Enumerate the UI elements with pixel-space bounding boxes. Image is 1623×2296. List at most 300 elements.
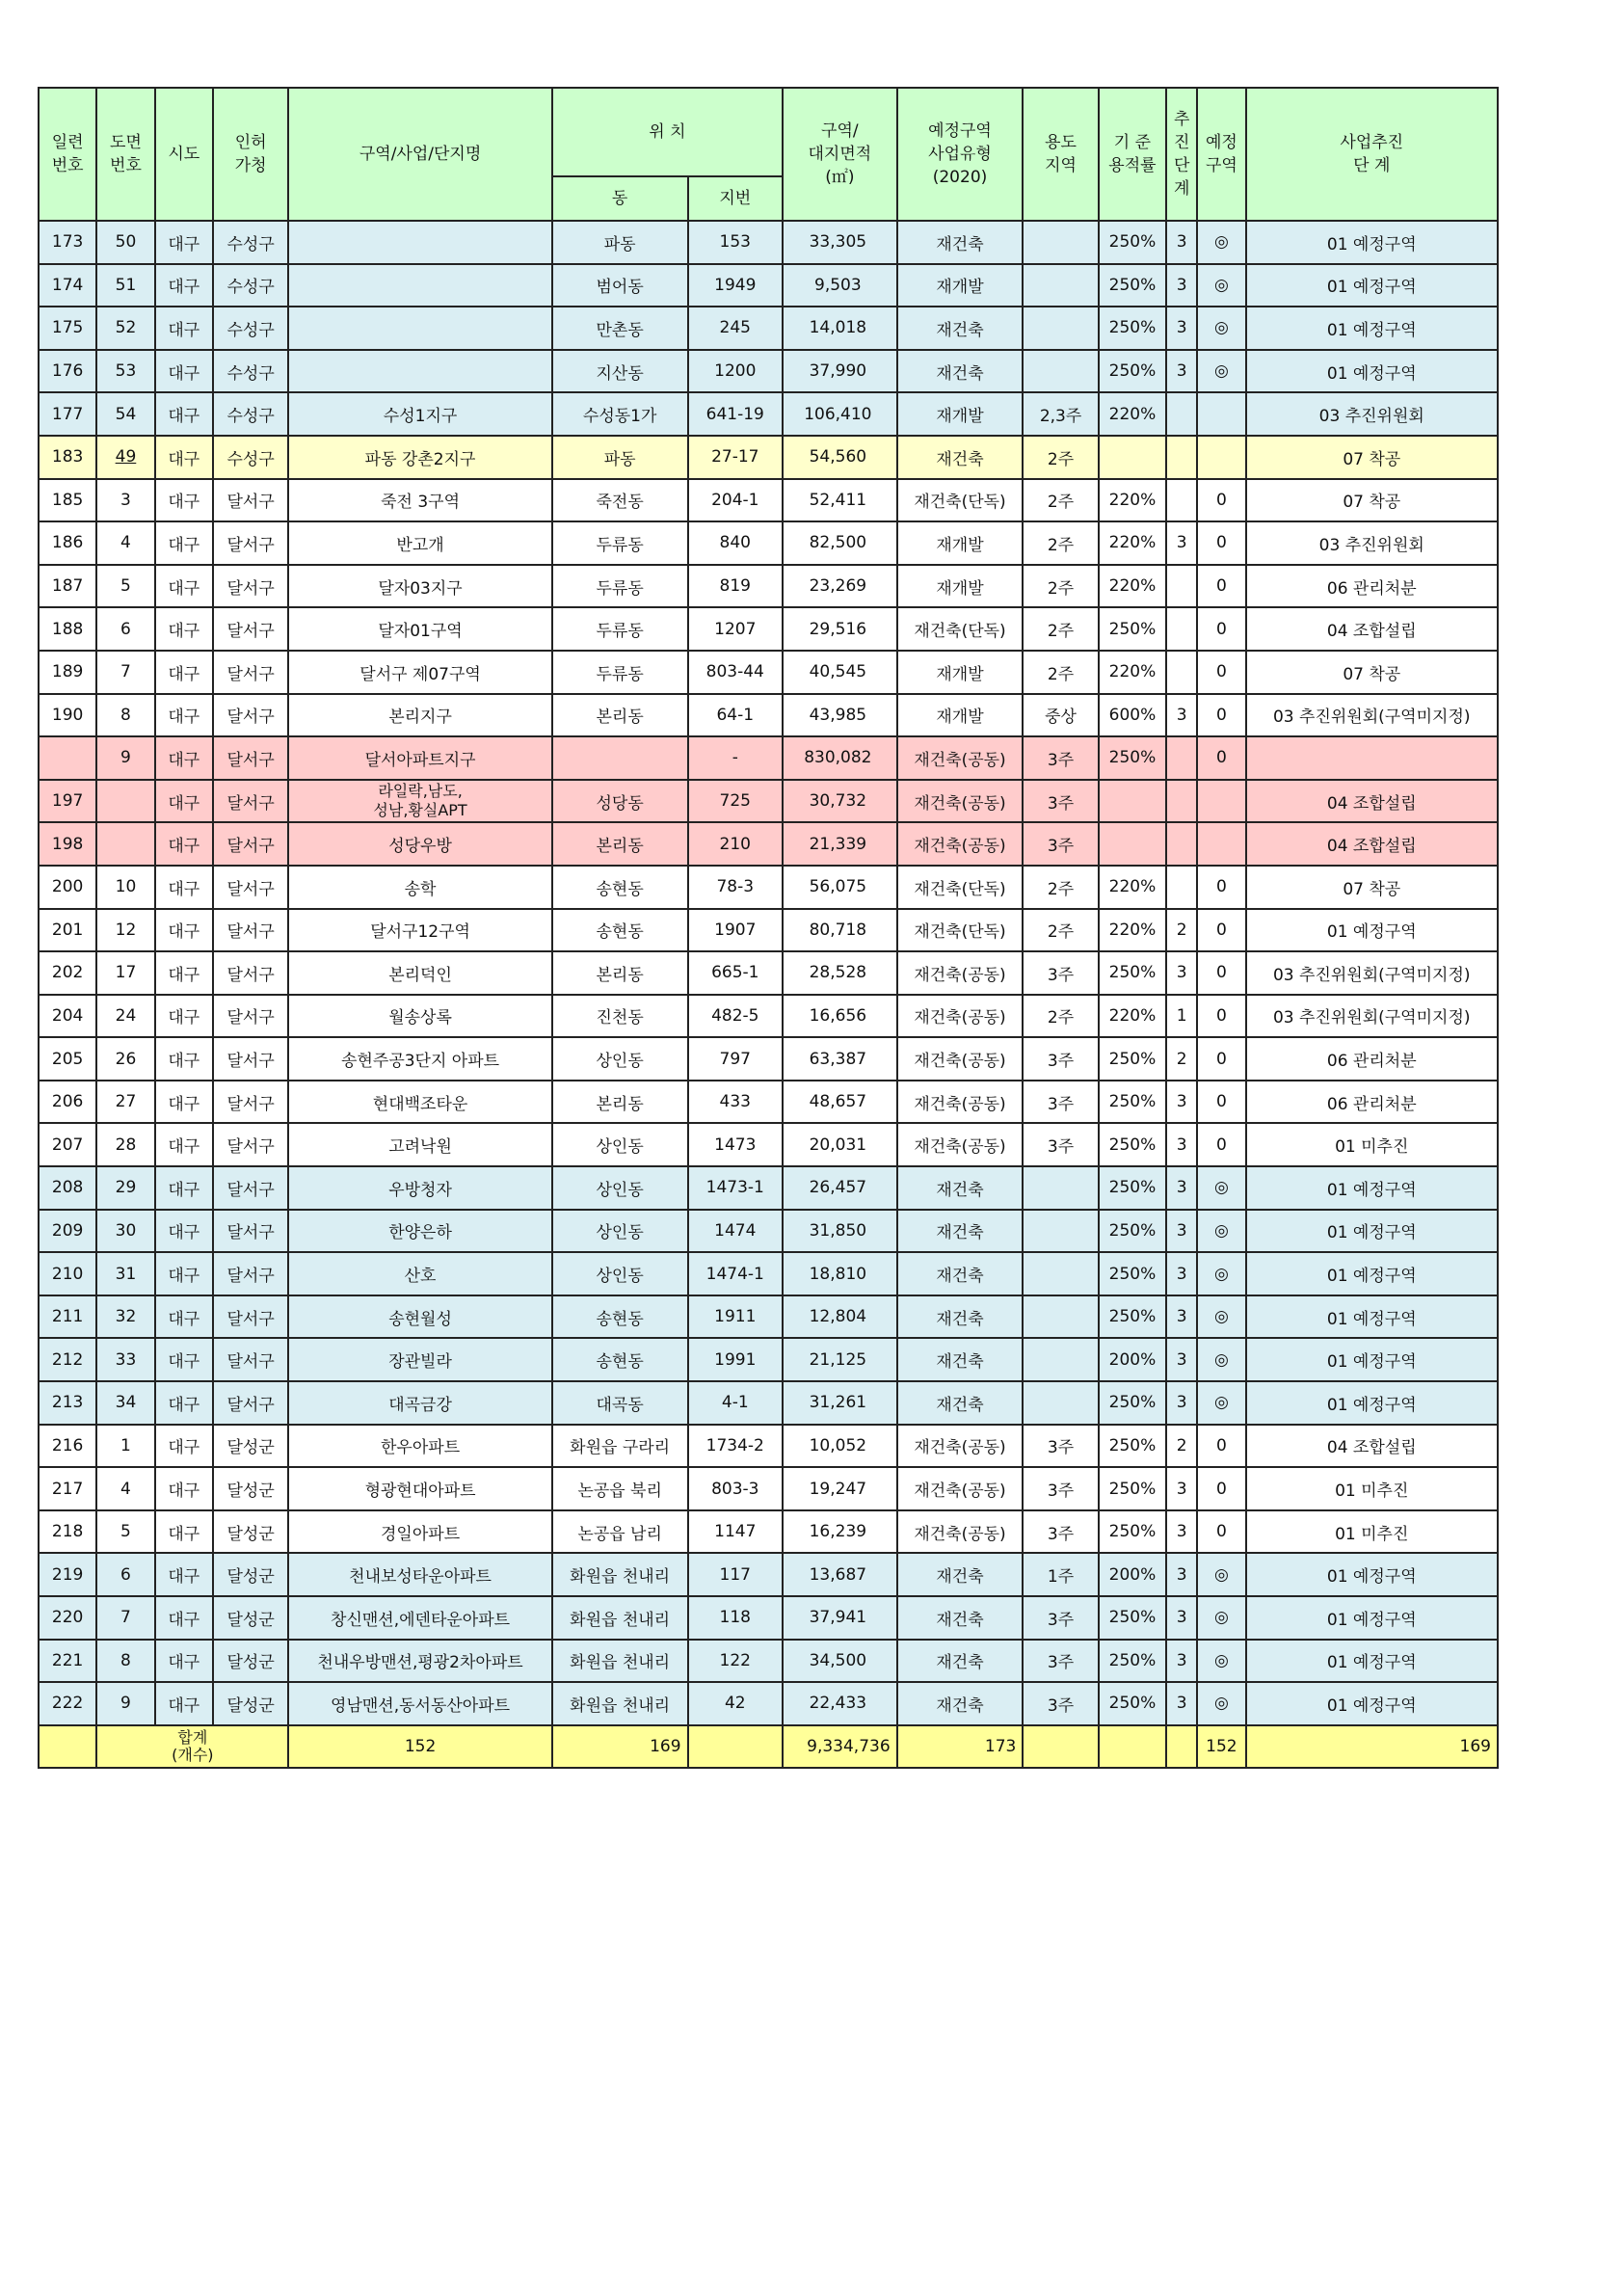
cell-area: 20,031 <box>783 1123 897 1166</box>
cell-planned: 0 <box>1197 1081 1245 1124</box>
cell-type: 재건축(공동) <box>897 951 1024 995</box>
col-zone: 용도 지역 <box>1023 88 1098 221</box>
cell-dong: 본리동 <box>552 1081 688 1124</box>
cell-area: 48,657 <box>783 1081 897 1124</box>
cell-planned: 0 <box>1197 1510 1245 1554</box>
table-row <box>39 736 1498 780</box>
cell-stage <box>1166 822 1197 866</box>
cell-progress: 01 예정구역 <box>1246 307 1498 350</box>
cell-serial: 197 <box>39 780 96 823</box>
cell-progress: 06 관리처분 <box>1246 565 1498 608</box>
cell-stage: 3 <box>1166 264 1197 307</box>
cell-stage: 3 <box>1166 521 1197 565</box>
cell-dong: 상인동 <box>552 1166 688 1210</box>
cell-progress: 01 예정구역 <box>1246 264 1498 307</box>
cell-far: 250% <box>1099 1682 1166 1725</box>
cell-sido: 대구 <box>155 1596 213 1640</box>
table-row <box>39 1596 1498 1640</box>
cell-map-no: 6 <box>96 607 154 651</box>
cell-progress: 06 관리처분 <box>1246 1081 1498 1124</box>
cell-sido: 대구 <box>155 909 213 952</box>
cell-type: 재건축 <box>897 1381 1024 1425</box>
cell-permit: 달서구 <box>213 1295 288 1339</box>
cell-permit: 수성구 <box>213 307 288 350</box>
cell-planned: 0 <box>1197 651 1245 694</box>
cell-sido: 대구 <box>155 1210 213 1253</box>
cell-map-no: 33 <box>96 1338 154 1381</box>
col-serial: 일련 번호 <box>39 88 96 221</box>
cell-stage: 3 <box>1166 1081 1197 1124</box>
total-planned-count: 152 <box>1197 1725 1245 1768</box>
cell-name <box>288 264 551 307</box>
cell-lot: 245 <box>688 307 784 350</box>
cell-planned: ◎ <box>1197 1682 1245 1725</box>
cell-sido: 대구 <box>155 1081 213 1124</box>
cell-map-no: 10 <box>96 866 154 909</box>
cell-far: 250% <box>1099 1381 1166 1425</box>
cell-area: 16,239 <box>783 1510 897 1554</box>
total-blank-4 <box>1099 1725 1166 1768</box>
cell-map-no: 54 <box>96 392 154 436</box>
cell-sido: 대구 <box>155 436 213 479</box>
cell-planned: ◎ <box>1197 221 1245 264</box>
cell-permit: 달서구 <box>213 1252 288 1295</box>
cell-zone <box>1023 1295 1098 1339</box>
cell-area: 43,985 <box>783 694 897 737</box>
cell-name: 파동 강촌2지구 <box>288 436 551 479</box>
cell-serial: 174 <box>39 264 96 307</box>
table-row <box>39 1338 1498 1381</box>
cell-dong: 논공읍 남리 <box>552 1510 688 1554</box>
table-row <box>39 1123 1498 1166</box>
table-row <box>39 1467 1498 1510</box>
cell-map-no: 50 <box>96 221 154 264</box>
cell-map-no: 29 <box>96 1166 154 1210</box>
cell-sido: 대구 <box>155 565 213 608</box>
cell-stage <box>1166 780 1197 823</box>
cell-sido: 대구 <box>155 822 213 866</box>
cell-name: 달서구 제07구역 <box>288 651 551 694</box>
cell-lot: 725 <box>688 780 784 823</box>
cell-sido: 대구 <box>155 995 213 1038</box>
total-progress-count: 169 <box>1246 1725 1498 1768</box>
cell-serial: 221 <box>39 1640 96 1683</box>
cell-planned: 0 <box>1197 521 1245 565</box>
cell-zone: 3주 <box>1023 1640 1098 1683</box>
cell-stage <box>1166 436 1197 479</box>
cell-type: 재건축 <box>897 1338 1024 1381</box>
col-type: 예정구역 사업유형 (2020) <box>897 88 1024 221</box>
cell-area: 21,125 <box>783 1338 897 1381</box>
cell-serial: 189 <box>39 651 96 694</box>
cell-area: 82,500 <box>783 521 897 565</box>
table-row <box>39 307 1498 350</box>
table-row <box>39 264 1498 307</box>
cell-progress: 04 조합설립 <box>1246 607 1498 651</box>
cell-stage <box>1166 866 1197 909</box>
cell-progress: 01 예정구역 <box>1246 221 1498 264</box>
table-row <box>39 995 1498 1038</box>
cell-area: 80,718 <box>783 909 897 952</box>
cell-serial: 175 <box>39 307 96 350</box>
cell-name: 송학 <box>288 866 551 909</box>
cell-sido: 대구 <box>155 780 213 823</box>
cell-permit: 수성구 <box>213 392 288 436</box>
cell-progress: 04 조합설립 <box>1246 780 1498 823</box>
cell-lot: 1473-1 <box>688 1166 784 1210</box>
cell-type: 재건축(공동) <box>897 822 1024 866</box>
cell-type: 재건축 <box>897 350 1024 393</box>
cell-serial: 177 <box>39 392 96 436</box>
cell-serial: 201 <box>39 909 96 952</box>
cell-dong: 두류동 <box>552 521 688 565</box>
table-row <box>39 1252 1498 1295</box>
cell-lot: 641-19 <box>688 392 784 436</box>
cell-serial: 206 <box>39 1081 96 1124</box>
cell-lot: 204-1 <box>688 479 784 522</box>
col-sido: 시도 <box>155 88 213 221</box>
cell-area: 830,082 <box>783 736 897 780</box>
cell-planned: ◎ <box>1197 1210 1245 1253</box>
cell-map-no: 30 <box>96 1210 154 1253</box>
cell-far <box>1099 436 1166 479</box>
cell-area: 22,433 <box>783 1682 897 1725</box>
cell-lot: 803-44 <box>688 651 784 694</box>
cell-map-no: 12 <box>96 909 154 952</box>
table-row <box>39 479 1498 522</box>
cell-name: 산호 <box>288 1252 551 1295</box>
col-planned: 예정 구역 <box>1197 88 1245 221</box>
cell-serial: 207 <box>39 1123 96 1166</box>
cell-lot: 118 <box>688 1596 784 1640</box>
cell-serial: 217 <box>39 1467 96 1510</box>
cell-sido: 대구 <box>155 221 213 264</box>
cell-serial: 190 <box>39 694 96 737</box>
cell-lot: 153 <box>688 221 784 264</box>
cell-far: 250% <box>1099 1081 1166 1124</box>
cell-map-no <box>96 822 154 866</box>
cell-far: 220% <box>1099 565 1166 608</box>
cell-area: 31,261 <box>783 1381 897 1425</box>
cell-stage: 3 <box>1166 1252 1197 1295</box>
cell-stage: 3 <box>1166 221 1197 264</box>
cell-permit: 달서구 <box>213 1123 288 1166</box>
cell-dong <box>552 736 688 780</box>
cell-progress: 01 예정구역 <box>1246 909 1498 952</box>
cell-planned: 0 <box>1197 909 1245 952</box>
cell-far: 250% <box>1099 1210 1166 1253</box>
cell-progress: 01 예정구역 <box>1246 1596 1498 1640</box>
col-area: 구역/ 대지면적 (㎡) <box>783 88 897 221</box>
cell-dong: 본리동 <box>552 694 688 737</box>
cell-far: 250% <box>1099 1037 1166 1081</box>
cell-lot: 42 <box>688 1682 784 1725</box>
cell-area: 12,804 <box>783 1295 897 1339</box>
table-row <box>39 607 1498 651</box>
cell-serial: 183 <box>39 436 96 479</box>
cell-serial: 210 <box>39 1252 96 1295</box>
table-row <box>39 1295 1498 1339</box>
cell-zone: 3주 <box>1023 822 1098 866</box>
cell-name: 천내보성타운아파트 <box>288 1553 551 1596</box>
cell-name: 영남맨션,동서동산아파트 <box>288 1682 551 1725</box>
cell-dong: 송현동 <box>552 909 688 952</box>
cell-lot: 4-1 <box>688 1381 784 1425</box>
cell-area: 19,247 <box>783 1467 897 1510</box>
cell-area: 9,503 <box>783 264 897 307</box>
cell-sido: 대구 <box>155 951 213 995</box>
cell-progress: 01 예정구역 <box>1246 1553 1498 1596</box>
cell-serial: 202 <box>39 951 96 995</box>
total-name-count: 152 <box>288 1725 551 1768</box>
cell-serial: 219 <box>39 1553 96 1596</box>
cell-permit: 달서구 <box>213 1081 288 1124</box>
cell-planned: ◎ <box>1197 1252 1245 1295</box>
cell-permit: 수성구 <box>213 264 288 307</box>
col-stage: 추 진 단 계 <box>1166 88 1197 221</box>
cell-progress: 07 착공 <box>1246 866 1498 909</box>
cell-name: 반고개 <box>288 521 551 565</box>
table-row <box>39 350 1498 393</box>
cell-serial: 212 <box>39 1338 96 1381</box>
cell-zone <box>1023 1338 1098 1381</box>
cell-area: 37,941 <box>783 1596 897 1640</box>
cell-dong: 죽전동 <box>552 479 688 522</box>
cell-name: 월송상록 <box>288 995 551 1038</box>
cell-progress: 01 예정구역 <box>1246 1338 1498 1381</box>
cell-dong: 화원읍 천내리 <box>552 1640 688 1683</box>
cell-lot: 27-17 <box>688 436 784 479</box>
cell-stage: 1 <box>1166 995 1197 1038</box>
cell-zone: 3주 <box>1023 951 1098 995</box>
cell-dong: 논공읍 북리 <box>552 1467 688 1510</box>
cell-dong: 상인동 <box>552 1123 688 1166</box>
cell-zone: 2주 <box>1023 521 1098 565</box>
cell-name: 성당우방 <box>288 822 551 866</box>
cell-type: 재건축(공동) <box>897 1425 1024 1468</box>
cell-stage <box>1166 565 1197 608</box>
cell-dong: 범어동 <box>552 264 688 307</box>
cell-name: 달서구12구역 <box>288 909 551 952</box>
cell-sido: 대구 <box>155 736 213 780</box>
cell-name: 달서아파트지구 <box>288 736 551 780</box>
cell-progress: 01 예정구역 <box>1246 1381 1498 1425</box>
cell-map-no: 31 <box>96 1252 154 1295</box>
cell-sido: 대구 <box>155 1252 213 1295</box>
cell-progress: 07 착공 <box>1246 436 1498 479</box>
cell-lot: 1911 <box>688 1295 784 1339</box>
cell-serial: 220 <box>39 1596 96 1640</box>
cell-progress: 04 조합설립 <box>1246 822 1498 866</box>
cell-progress: 04 조합설립 <box>1246 1425 1498 1468</box>
cell-dong: 대곡동 <box>552 1381 688 1425</box>
cell-name: 한양은하 <box>288 1210 551 1253</box>
cell-type: 재건축 <box>897 307 1024 350</box>
cell-permit: 달서구 <box>213 479 288 522</box>
cell-far: 250% <box>1099 307 1166 350</box>
col-far: 기 준 용적률 <box>1099 88 1166 221</box>
cell-serial: 185 <box>39 479 96 522</box>
cell-serial: 187 <box>39 565 96 608</box>
cell-zone: 2주 <box>1023 607 1098 651</box>
cell-progress: 01 예정구역 <box>1246 1166 1498 1210</box>
cell-zone: 2주 <box>1023 909 1098 952</box>
cell-sido: 대구 <box>155 1123 213 1166</box>
cell-progress: 01 예정구역 <box>1246 1640 1498 1683</box>
cell-progress: 03 추진위원회(구역미지정) <box>1246 951 1498 995</box>
cell-sido: 대구 <box>155 1640 213 1683</box>
cell-dong: 두류동 <box>552 651 688 694</box>
cell-area: 23,269 <box>783 565 897 608</box>
cell-map-no: 6 <box>96 1553 154 1596</box>
cell-map-no: 26 <box>96 1037 154 1081</box>
cell-area: 10,052 <box>783 1425 897 1468</box>
cell-stage <box>1166 392 1197 436</box>
cell-far: 250% <box>1099 221 1166 264</box>
cell-far: 220% <box>1099 479 1166 522</box>
cell-map-no <box>96 780 154 823</box>
cell-sido: 대구 <box>155 1295 213 1339</box>
table-row <box>39 1381 1498 1425</box>
cell-map-no: 5 <box>96 1510 154 1554</box>
cell-permit: 달성군 <box>213 1510 288 1554</box>
cell-dong: 진천동 <box>552 995 688 1038</box>
cell-planned: 0 <box>1197 479 1245 522</box>
cell-type: 재개발 <box>897 392 1024 436</box>
cell-area: 56,075 <box>783 866 897 909</box>
cell-progress: 01 예정구역 <box>1246 1252 1498 1295</box>
cell-type: 재건축(공동) <box>897 1510 1024 1554</box>
total-blank-2 <box>688 1725 784 1768</box>
cell-planned: ◎ <box>1197 1596 1245 1640</box>
cell-sido: 대구 <box>155 1037 213 1081</box>
cell-name: 대곡금강 <box>288 1381 551 1425</box>
cell-type: 재개발 <box>897 694 1024 737</box>
cell-map-no: 34 <box>96 1381 154 1425</box>
cell-zone <box>1023 264 1098 307</box>
cell-zone <box>1023 1252 1098 1295</box>
cell-lot: 1147 <box>688 1510 784 1554</box>
cell-type: 재건축 <box>897 1210 1024 1253</box>
cell-area: 63,387 <box>783 1037 897 1081</box>
cell-planned: ◎ <box>1197 1381 1245 1425</box>
table-row <box>39 1037 1498 1081</box>
cell-sido: 대구 <box>155 521 213 565</box>
cell-name: 본리지구 <box>288 694 551 737</box>
cell-map-no: 7 <box>96 651 154 694</box>
cell-type: 재건축 <box>897 1295 1024 1339</box>
cell-progress: 03 추진위원회(구역미지정) <box>1246 995 1498 1038</box>
cell-far: 250% <box>1099 607 1166 651</box>
cell-area: 28,528 <box>783 951 897 995</box>
cell-stage <box>1166 479 1197 522</box>
total-label: 합계 (개수) <box>96 1725 288 1768</box>
table-row <box>39 1553 1498 1596</box>
cell-zone: 중상 <box>1023 694 1098 737</box>
cell-zone: 2주 <box>1023 651 1098 694</box>
cell-serial <box>39 736 96 780</box>
cell-progress: 01 예정구역 <box>1246 1295 1498 1339</box>
cell-dong: 수성동1가 <box>552 392 688 436</box>
cell-type: 재건축(공동) <box>897 780 1024 823</box>
cell-sido: 대구 <box>155 1467 213 1510</box>
cell-type: 재건축(공동) <box>897 1037 1024 1081</box>
cell-dong: 화원읍 천내리 <box>552 1682 688 1725</box>
cell-sido: 대구 <box>155 1425 213 1468</box>
cell-type: 재개발 <box>897 264 1024 307</box>
cell-name: 달자03지구 <box>288 565 551 608</box>
col-dong: 동 <box>552 176 688 221</box>
cell-serial: 176 <box>39 350 96 393</box>
cell-serial: 218 <box>39 1510 96 1554</box>
cell-sido: 대구 <box>155 1553 213 1596</box>
cell-far: 200% <box>1099 1553 1166 1596</box>
cell-type: 재건축(공동) <box>897 995 1024 1038</box>
total-type-count: 173 <box>897 1725 1024 1768</box>
cell-zone: 3주 <box>1023 1081 1098 1124</box>
cell-area: 37,990 <box>783 350 897 393</box>
table-row <box>39 1425 1498 1468</box>
cell-permit: 달서구 <box>213 1166 288 1210</box>
cell-planned <box>1197 436 1245 479</box>
cell-progress: 07 착공 <box>1246 479 1498 522</box>
cell-area: 18,810 <box>783 1252 897 1295</box>
cell-zone <box>1023 1381 1098 1425</box>
cell-zone: 1주 <box>1023 1553 1098 1596</box>
cell-permit: 달서구 <box>213 780 288 823</box>
table-row <box>39 951 1498 995</box>
cell-map-no: 17 <box>96 951 154 995</box>
cell-far: 250% <box>1099 1166 1166 1210</box>
cell-lot: 840 <box>688 521 784 565</box>
col-lot: 지번 <box>688 176 784 221</box>
col-location: 위 치 <box>552 88 783 176</box>
cell-sido: 대구 <box>155 866 213 909</box>
cell-lot: 803-3 <box>688 1467 784 1510</box>
cell-map-no: 24 <box>96 995 154 1038</box>
cell-far: 250% <box>1099 264 1166 307</box>
cell-far: 250% <box>1099 1467 1166 1510</box>
cell-progress: 01 미추진 <box>1246 1123 1498 1166</box>
cell-lot: 482-5 <box>688 995 784 1038</box>
cell-sido: 대구 <box>155 1682 213 1725</box>
cell-serial: 204 <box>39 995 96 1038</box>
cell-permit: 수성구 <box>213 436 288 479</box>
cell-far: 250% <box>1099 1425 1166 1468</box>
cell-map-no: 4 <box>96 1467 154 1510</box>
cell-stage <box>1166 651 1197 694</box>
cell-stage: 3 <box>1166 1510 1197 1554</box>
col-permit: 인허 가청 <box>213 88 288 221</box>
cell-serial: 211 <box>39 1295 96 1339</box>
cell-dong: 화원읍 천내리 <box>552 1553 688 1596</box>
cell-lot: 433 <box>688 1081 784 1124</box>
cell-serial: 213 <box>39 1381 96 1425</box>
cell-progress: 01 미추진 <box>1246 1467 1498 1510</box>
cell-zone: 2주 <box>1023 436 1098 479</box>
cell-planned: ◎ <box>1197 264 1245 307</box>
cell-zone: 3주 <box>1023 1123 1098 1166</box>
cell-stage: 3 <box>1166 1682 1197 1725</box>
cell-name <box>288 350 551 393</box>
cell-map-no: 3 <box>96 479 154 522</box>
table-header <box>39 88 1498 221</box>
cell-planned: 0 <box>1197 607 1245 651</box>
cell-planned <box>1197 392 1245 436</box>
cell-area: 13,687 <box>783 1553 897 1596</box>
cell-stage <box>1166 607 1197 651</box>
cell-type: 재건축 <box>897 1252 1024 1295</box>
